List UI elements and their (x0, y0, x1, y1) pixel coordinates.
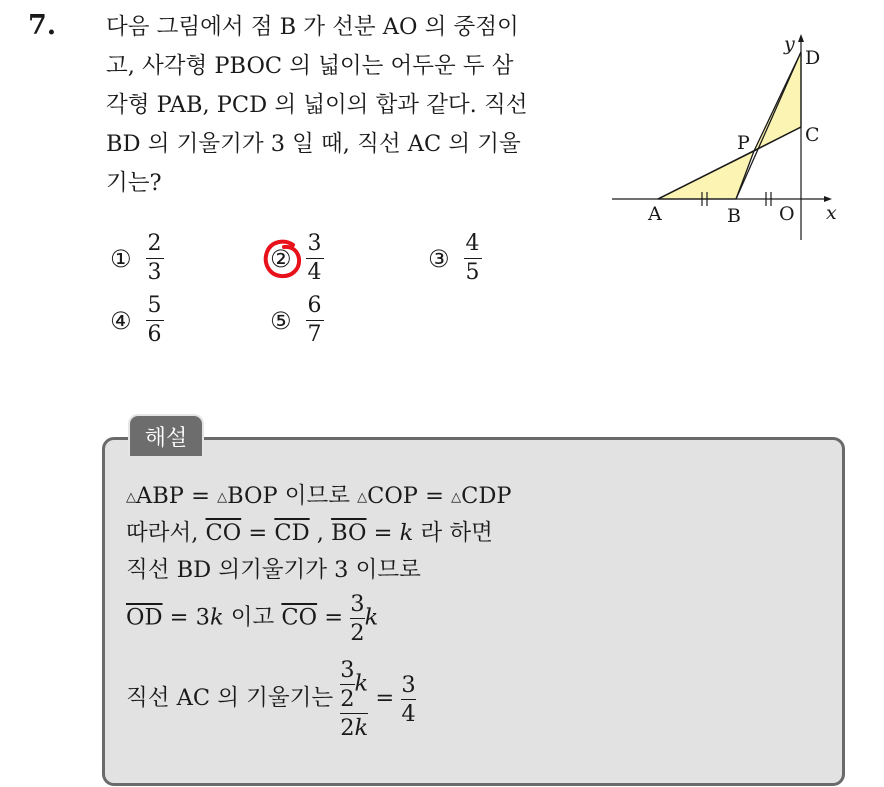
denominator: 4 (401, 700, 416, 727)
sol-text: 라 하면 (413, 520, 493, 546)
numerator: 3 (340, 657, 355, 683)
solution-line-3: 직선 BD 의기울기가 3 이므로 (126, 557, 421, 583)
question-line: 기는? (106, 170, 162, 196)
question-line: 고, 사각형 PBOC 의 넓이는 어두운 두 삼 (106, 53, 514, 79)
label-x-axis: x (826, 202, 837, 224)
sol-text: = (241, 520, 275, 546)
fraction-bar (464, 258, 482, 259)
solution-badge: 해설 (128, 414, 204, 456)
complex-fraction (340, 658, 368, 740)
sol-text: COP = (367, 483, 452, 509)
sol-text: = (317, 604, 351, 631)
label-c: C (805, 124, 820, 146)
y-axis-arrow (798, 34, 804, 42)
segment-bo: $\overline{BO}$ (331, 520, 367, 546)
var-k: k (354, 670, 369, 697)
fraction-bar (146, 320, 164, 321)
fraction-bar (350, 618, 364, 619)
question-line: BD 의 기울기가 3 일 때, 직선 AC 의 기울 (106, 131, 521, 157)
choice-fraction (306, 232, 324, 285)
numerator: 5 (147, 293, 162, 318)
choice-symbol-text: ② (270, 244, 292, 273)
geometry-diagram (610, 30, 850, 245)
complex-denominator (340, 716, 368, 740)
choice-fraction (146, 294, 164, 347)
triangle-icon: △ (126, 490, 136, 505)
den-number: 2 (340, 715, 355, 741)
solution-line-4 (126, 592, 378, 645)
denominator: 6 (147, 322, 162, 347)
label-b: B (727, 205, 741, 227)
denominator: 7 (307, 322, 322, 347)
fraction-bar (306, 258, 324, 259)
choice-symbol: ⑤ (270, 306, 292, 335)
question-line: 각형 PAB, PCD 의 넓이의 합과 같다. 직선 (106, 92, 528, 118)
choice-symbol: ① (110, 244, 132, 273)
sol-text: 직선 AC 의 기울기는 (126, 685, 341, 711)
choice-3[interactable] (428, 232, 482, 285)
segment-co: $\overline{CO}$ (281, 604, 318, 631)
triangle-icon: △ (451, 490, 462, 505)
fraction-bar (340, 684, 354, 685)
choice-5[interactable] (270, 294, 324, 347)
numerator: 3 (401, 671, 416, 698)
label-a: A (648, 203, 662, 225)
label-o: O (779, 203, 795, 225)
denominator: 2 (350, 620, 365, 646)
choice-symbol (270, 245, 292, 273)
sol-text: = (366, 520, 400, 546)
denominator: 3 (147, 260, 162, 285)
numerator: 3 (350, 591, 365, 617)
numerator: 4 (465, 231, 480, 256)
numerator: 2 (147, 231, 162, 256)
label-p: P (737, 132, 750, 154)
denominator: 4 (307, 260, 322, 285)
choice-4[interactable] (110, 294, 164, 347)
segment-co: $\overline{CO}$ (205, 520, 242, 546)
choice-fraction (306, 294, 324, 347)
sol-text: 따라서, (126, 520, 206, 546)
fraction-bar (306, 320, 324, 321)
sol-text: = 3 (162, 604, 210, 631)
choice-fraction (464, 232, 482, 285)
label-d: D (805, 47, 821, 69)
choice-2[interactable] (270, 232, 324, 285)
denominator: 5 (465, 260, 480, 285)
sol-text: BOP 이므로 (227, 483, 358, 509)
sol-text: 이고 (223, 604, 282, 631)
var-k: k (399, 520, 414, 546)
numerator: 3 (307, 231, 322, 256)
question-text (106, 8, 596, 203)
solution-line-5 (126, 658, 416, 740)
solution-line-1 (126, 478, 512, 510)
var-k: k (209, 604, 224, 631)
fraction-bar (401, 699, 415, 700)
sol-text: ABP = (136, 483, 218, 509)
choice-fraction (146, 232, 164, 285)
segment-od: $\overline{OD}$ (126, 604, 163, 631)
sol-text: , (309, 520, 332, 546)
numerator: 6 (307, 293, 322, 318)
fraction-bar (340, 713, 368, 714)
var-k: k (364, 604, 379, 631)
choice-symbol: ③ (428, 244, 450, 273)
var-k: k (354, 715, 369, 741)
label-y-axis: y (784, 33, 795, 55)
sol-text: = (368, 685, 402, 711)
triangle-icon: △ (357, 490, 368, 505)
question-line: 다음 그림에서 점 B 가 선분 AO 의 중점이 (106, 14, 519, 40)
fraction-bar (146, 258, 164, 259)
fraction (350, 592, 364, 645)
sol-text: CDP (461, 483, 512, 509)
question-number: 7. (28, 10, 57, 41)
fraction (340, 658, 354, 711)
fraction (401, 673, 415, 726)
complex-numerator (340, 658, 368, 711)
solution-line-2 (126, 515, 493, 547)
choice-symbol: ④ (110, 306, 132, 335)
segment-cd: $\overline{CD}$ (274, 520, 310, 546)
triangle-icon: △ (217, 490, 228, 505)
denominator: 2 (340, 686, 355, 712)
choice-1[interactable] (110, 232, 164, 285)
